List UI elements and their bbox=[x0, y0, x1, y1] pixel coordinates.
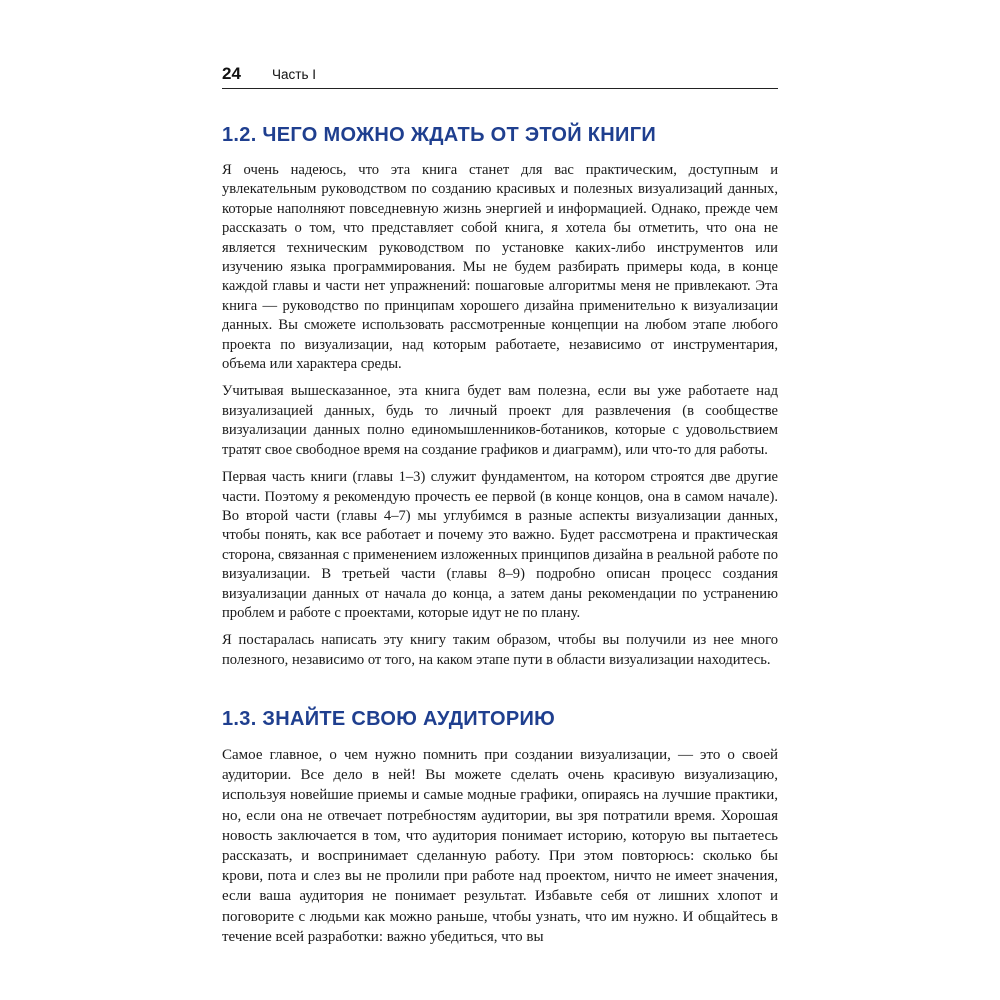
paragraph: Самое главное, о чем нужно помнить при создании визуализации, — это о своей аудитории. Все дело в ней! Вы можете сделать очень красивую визуализацию, используя новейшие приемы и самые модные графики, опираясь на лучшие практики, но, если она не отвечает потребностям аудитории, вы зря потратили время. Хорошая новость заключается в том, что аудитория понимает историю, которую вы пытаетесь рассказать, и воспринимает сделанную работу. При этом повторюсь: сколько бы крови, пота и слез вы не пролили при работе над проектом, ничто не имеет значения, если ваша аудитория не понимает результат. Избавьте себя от лишних хлопот и поговорите с людьми как можно раньше, чтобы узнать, что им нужно. И общайтесь в течение всей разработки: важно убедиться, что вы bbox=[222, 747, 778, 945]
book-page bbox=[222, 60, 778, 960]
part-label: Часть I bbox=[272, 67, 316, 82]
paragraph: Первая часть книги (главы 1–3) служит фундаментом, на котором строятся две другие части. Поэтому я рекомендую прочесть ее первой (в конце концов, она в самом начале). Во второй части (главы 4–7) мы углубимся в разные аспекты визуализации данных, чтобы понять, как все работает и почему это важно. Будет рассмотрена и практическая сторона, связанная с применением изложенных принципов дизайна в реальной работе по визуализации. В третьей части (главы 8–9) подробно описан процесс создания визуализации данных от начала до конца, а затем даны рекомендации по устранению проблем и работе с проектами, которые идут не по плану. bbox=[222, 469, 779, 621]
paragraph: Я постаралась написать эту книгу таким образом, чтобы вы получили из нее много полезного, независимо от того, на каком этапе пути в области визуализации находитесь. bbox=[222, 632, 778, 668]
paragraph: Учитывая вышесказанное, эта книга будет вам полезна, если вы уже работаете над визуализацией данных, будь то личный проект для развлечения (в сообществе визуализации данных полно единомышленников-ботаников, которые с удовольствием тратят свое свободное время на создание графиков и диаграмм), или что-то для работы. bbox=[222, 383, 778, 458]
section-1-3 bbox=[222, 708, 778, 947]
section-heading: 1.2. ЧЕГО МОЖНО ЖДАТЬ ОТ ЭТОЙ КНИГИ bbox=[222, 124, 657, 146]
section-heading: 1.3. ЗНАЙТЕ СВОЮ АУДИТОРИЮ bbox=[222, 708, 556, 730]
section-1-2 bbox=[222, 124, 778, 678]
running-header bbox=[222, 62, 778, 89]
page-number: 24 bbox=[222, 64, 241, 83]
paragraph: Я очень надеюсь, что эта книга станет для вас практическим, доступным и увлекательным руководством по созданию красивых и полезных визуализаций данных, которые наполняют повседневную жизнь энергией и информацией. Однако, прежде чем рассказать о том, что представляет собой книга, я хотела бы отметить, что она не является техническим руководством по установке каких-либо инструментов или изучению языка программирования. Мы не будем разбирать примеры кода, в конце каждой главы и части нет упражнений: пошаговые алгоритмы меня не привлекают. Эта книга — руководство по принципам хорошего дизайна применительно к визуализации данных. Вы сможете использовать рассмотренные концепции на любом этапе любого проекта по визуализации, над которым работаете, независимо от инструментария, объема или характера среды. bbox=[222, 162, 778, 373]
